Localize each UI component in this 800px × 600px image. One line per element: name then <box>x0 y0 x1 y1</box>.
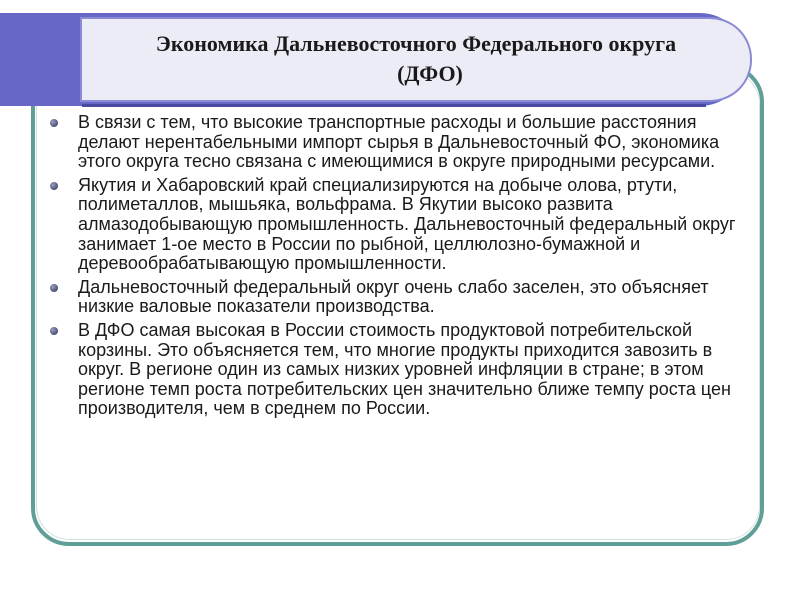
bullet-list <box>44 113 754 423</box>
slide-title-line1: Экономика Дальневосточного Федерального округа <box>155 31 677 56</box>
list-item <box>44 278 754 317</box>
title-underline <box>82 104 706 107</box>
list-item-text: В связи с тем, что высокие транспортные расходы и большие расстояния делают нерентабельными импорт сырья в Дальневосточный ФО, экономика этого округа тесно связана с имеющимися в округе природными ресурсами. <box>78 112 720 172</box>
list-item <box>44 113 754 172</box>
list-item-text: Дальневосточный федеральный округ очень слабо заселен, это объясняет низкие валовые показатели производства. <box>78 276 709 317</box>
bullet-icon <box>50 119 58 127</box>
slide-title-line2: (ДФО) <box>397 61 463 86</box>
slide-title <box>82 29 750 89</box>
bullet-icon <box>50 327 58 335</box>
list-item-text: В ДФО самая высокая в России стоимость продуктовой потребительской корзины. Это объясняется тем, что многие продукты приходится завозить в округ. В регионе один из самых низких уровней инфляции в стране; в этом регионе темп роста потребительских цен значительно ближе темпу роста цен производителя, чем в среднем по России. <box>78 319 731 419</box>
list-item <box>44 321 754 419</box>
bullet-icon <box>50 182 58 190</box>
list-item <box>44 176 754 274</box>
bullet-icon <box>50 284 58 292</box>
list-item-text: Якутия и Хабаровский край специализируются на добыче олова, ртути, полиметаллов, мышьяка, вольфрама. В Якутии высоко развита алмазодобывающую промышленность. Дальневосточный федеральный округ занимает 1-ое место в России по рыбной, целлюлозно-бумажной и деревообрабатывающую промышленности. <box>78 174 736 274</box>
